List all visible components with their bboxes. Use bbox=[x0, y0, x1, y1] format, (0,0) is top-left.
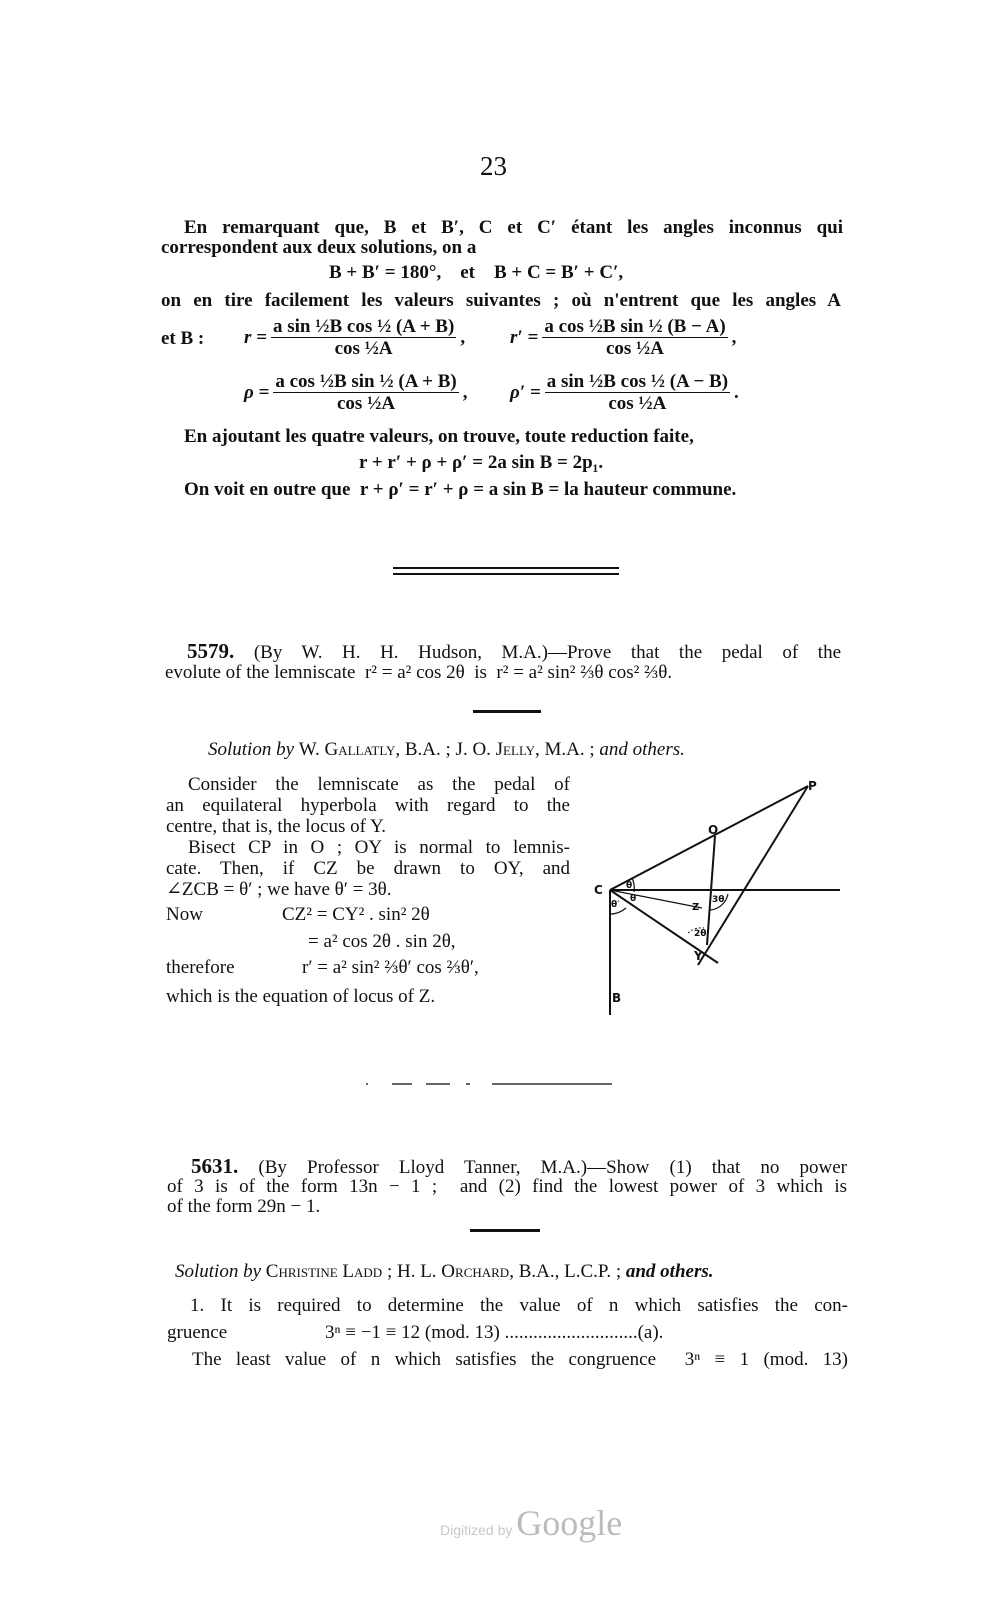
text-line: which is the equation of locus of Z. bbox=[166, 986, 436, 1007]
solution-heading bbox=[175, 1262, 714, 1282]
label-y: Y bbox=[694, 949, 703, 963]
equation: 3ⁿ ≡ −1 ≡ 12 (mod. 13) ............................(a). bbox=[325, 1322, 664, 1343]
and-others: and others. bbox=[599, 739, 685, 760]
equation-rho: ρ = $\frac{\text{a cos ½B sin ½ (A + B)}}{\text{cos ½A}}$ , bbox=[244, 371, 468, 414]
lhs: ρ′ = bbox=[510, 381, 541, 403]
problem-text: of 3 is of the form 13n − 1 ; and (2) find the lowest power of 3 which is bbox=[167, 1176, 847, 1197]
text-line: On voit en outre que r + ρ′ = r′ + ρ = a sin B = la hauteur commune. bbox=[184, 479, 737, 500]
denominator: cos ½A bbox=[334, 338, 393, 359]
line-py bbox=[698, 786, 808, 965]
label-et-b: et B : bbox=[161, 328, 205, 349]
equation-rho-prime: ρ′ = $\frac{\text{a sin ½B cos ½ (A − B)}}{\text{cos ½A}}$ . bbox=[510, 371, 739, 414]
lhs: ρ = bbox=[244, 381, 270, 403]
label-z: Z bbox=[692, 902, 700, 913]
solvers: Christine Ladd ; H. L. Orchard, B.A., L.C.P. ; bbox=[265, 1261, 622, 1282]
label-b: B bbox=[612, 991, 622, 1005]
problem-number: 5579. bbox=[187, 639, 235, 663]
numerator: a cos ½B sin ½ (A + B) bbox=[275, 371, 457, 392]
text-line: centre, that is, the locus of Y. bbox=[166, 816, 387, 837]
text-line: The least value of n which satisfies the congruence 3ⁿ ≡ 1 (mod. 13) bbox=[192, 1349, 848, 1370]
equation: r + r′ + ρ + ρ′ = 2a sin B = 2p₁. bbox=[359, 452, 604, 473]
digitized-by-watermark bbox=[440, 1505, 622, 1548]
text-line: correspondent aux deux solutions, on a bbox=[161, 237, 477, 258]
label-3theta: 3θ bbox=[712, 895, 725, 905]
label-c: C bbox=[594, 883, 603, 897]
text-line: ∠ZCB = θ′ ; we have θ′ = 3θ. bbox=[166, 879, 392, 900]
denominator: cos ½A bbox=[337, 393, 396, 414]
divider bbox=[470, 1229, 540, 1232]
problem-text: (By Professor Lloyd Tanner, M.A.)—Show (1) that no power bbox=[258, 1157, 847, 1178]
divider bbox=[393, 567, 619, 569]
and-others: and others. bbox=[625, 1261, 714, 1282]
solution-heading bbox=[208, 740, 685, 760]
denominator: cos ½A bbox=[605, 338, 665, 359]
equation-r-prime: r′ = $\frac{\text{a cos ½B sin ½ (B − A)}}{\text{cos ½A}}$ , bbox=[510, 316, 737, 359]
label-o: O bbox=[708, 823, 719, 837]
text-line: an equilateral hyperbola with regard to the bbox=[166, 795, 570, 816]
lhs: r′ = bbox=[510, 326, 539, 348]
problem-number: 5631. bbox=[191, 1154, 239, 1178]
denominator: cos ½A bbox=[608, 393, 667, 414]
numerator: a sin ½B cos ½ (A + B) bbox=[272, 316, 455, 337]
equation: r′ = a² sin² ⅔θ′ cos ⅔θ′, bbox=[302, 957, 479, 978]
line-cp bbox=[610, 786, 808, 890]
text-line: Bisect CP in O ; OY is normal to lemnis- bbox=[188, 837, 570, 858]
solution-by: Solution by bbox=[175, 1261, 262, 1282]
text-line: Consider the lemniscate as the pedal of bbox=[188, 774, 570, 795]
equation: B + B′ = 180°, et B + C = B′ + C′, bbox=[329, 262, 624, 283]
equation: = a² cos 2θ . sin 2θ, bbox=[308, 931, 456, 952]
numerator: a sin ½B cos ½ (A − B) bbox=[546, 371, 729, 392]
text-line: En ajoutant les quatre valeurs, on trouve, toute reduction faite, bbox=[184, 426, 694, 447]
problem-text: (By W. H. H. Hudson, M.A.)—Prove that the pedal of the bbox=[253, 642, 841, 663]
dotted-divider bbox=[362, 1076, 614, 1086]
equation-r: r = $\frac{\text{a sin ½B cos ½ (A + B)}}{\text{cos ½A}}$ , bbox=[244, 316, 466, 359]
label-2theta: 2θ bbox=[694, 929, 707, 939]
problem-text: evolute of the lemniscate r² = a² cos 2θ is r² = a² sin² ⅔θ cos² ⅔θ. bbox=[165, 662, 673, 683]
solvers: W. Gallatly, B.A. ; J. O. Jelly, M.A. ; bbox=[298, 739, 595, 760]
geometry-diagram bbox=[590, 770, 850, 1020]
google-logo: Google bbox=[516, 1503, 623, 1543]
text-line: En remarquant que, B et B′, C et C′ étant les angles inconnus qui bbox=[184, 217, 843, 238]
problem-header bbox=[187, 641, 841, 663]
label: gruence bbox=[167, 1322, 228, 1343]
label: Now bbox=[166, 904, 203, 925]
text-line: 1. It is required to determine the value of n which satisfies the con- bbox=[190, 1295, 848, 1316]
text-line: on en tire facilement les valeurs suivantes ; où n'entrent que les angles A bbox=[161, 290, 841, 311]
divider bbox=[473, 710, 541, 713]
text-line: cate. Then, if CZ be drawn to OY, and bbox=[166, 858, 570, 879]
label-theta-2: θ bbox=[630, 894, 637, 904]
label-theta: θ bbox=[626, 881, 633, 891]
page-number: 23 bbox=[480, 151, 507, 181]
label-p: P bbox=[808, 779, 817, 793]
solution-by: Solution by bbox=[208, 739, 295, 760]
divider bbox=[393, 573, 619, 575]
equation: CZ² = CY² . sin² 2θ bbox=[282, 904, 430, 925]
numerator: a cos ½B sin ½ (B − A) bbox=[544, 316, 726, 337]
label-theta-prime: θ′ bbox=[611, 900, 620, 910]
problem-header bbox=[191, 1156, 847, 1178]
label: therefore bbox=[166, 957, 235, 978]
watermark-prefix: Digitized by bbox=[440, 1522, 513, 1538]
problem-text: of the form 29n − 1. bbox=[167, 1196, 321, 1217]
lhs: r = bbox=[244, 326, 267, 348]
